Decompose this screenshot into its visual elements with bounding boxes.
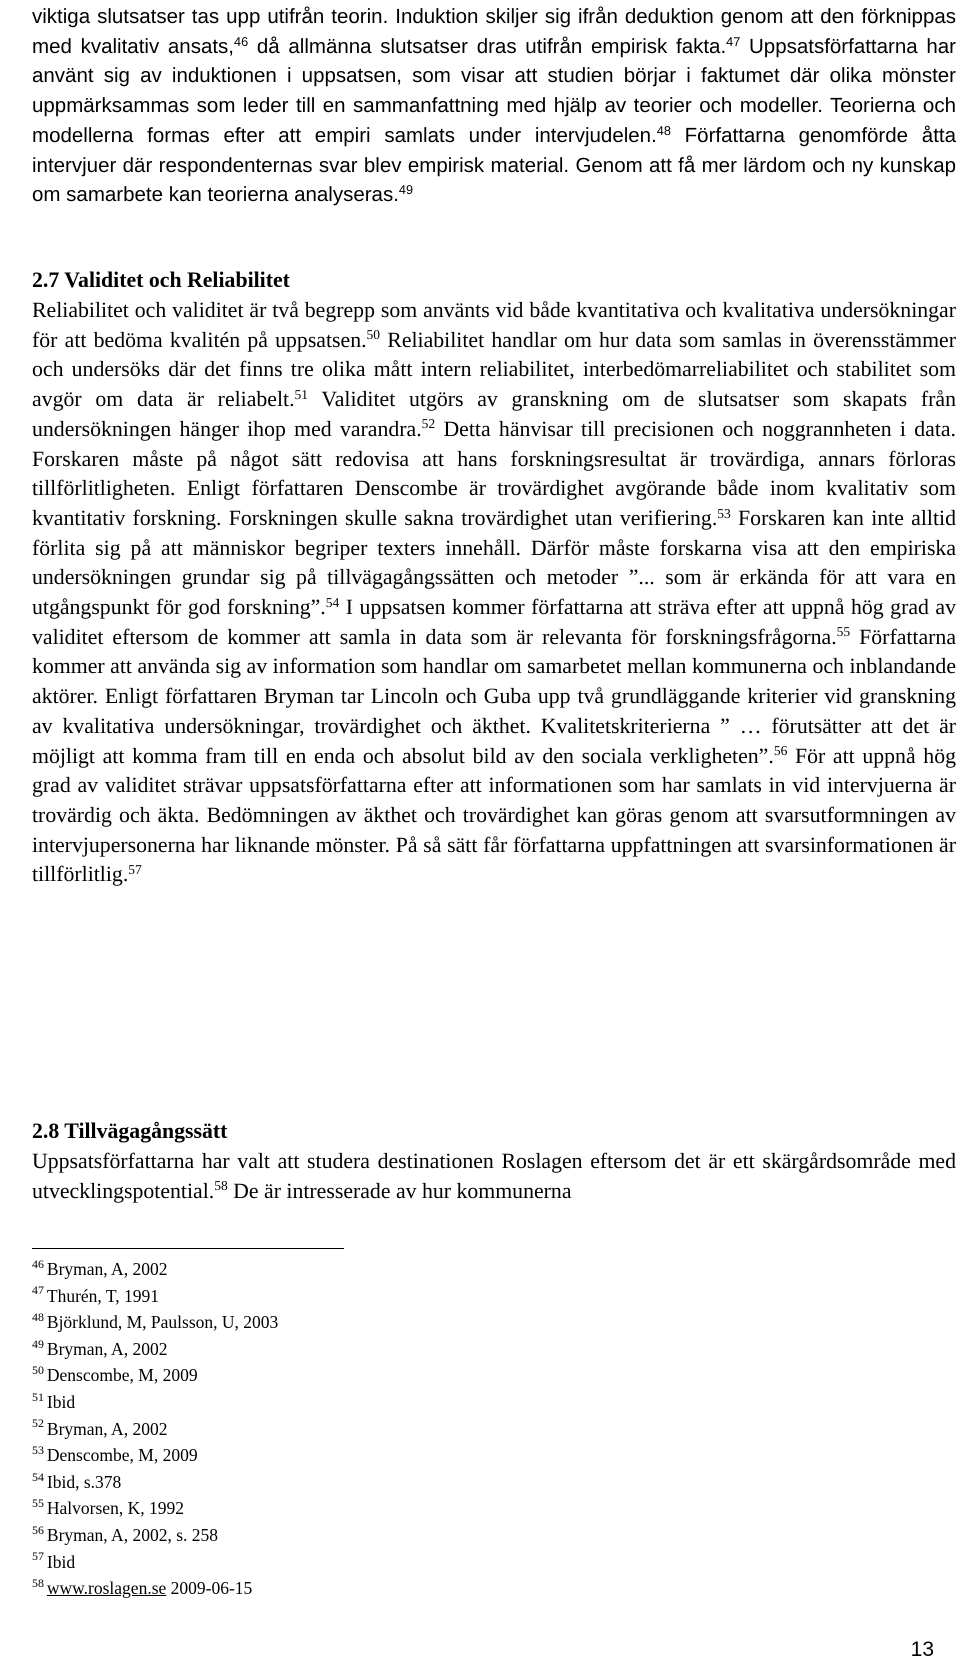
- footnote-item: $^{56}$ Bryman, A, 2002, s. 258: [32, 1522, 219, 1545]
- footnote-ref-47[interactable]: 47: [726, 33, 741, 49]
- footnote-item: $^{46}$ Bryman, A, 2002: [32, 1256, 168, 1279]
- section-heading-procedure: 2.8 Tillvägagångssätt: [32, 1119, 228, 1143]
- section-heading-validity-reliability: 2.7 Validitet och Reliabilitet: [32, 268, 290, 292]
- footnote-item: $^{54}$ Ibid, s.378: [32, 1469, 122, 1492]
- validity-reliability-paragraph: Reliabilitet och validitet är två begrepp som använts vid både kvantitativa och kvalitativa undersökningar för att bedöma kvalitén på uppsatsen.$^{50}$ Reliabilitet handlar om hur data som samlas in överensstämmer och undersöks där det finns tre olika mått intern reliabilitet, interbedömarreliabilitet och stabilitet som avgör om data är reliabelt.$^{51}$ Validitet utgörs av granskning om de slutsatser som skapats från undersökningen hänger ihop med varandra.$^{52}$ Detta hänvisar till precisionen och noggrannheten i data. Forskaren måste på något sätt redovisa att hans forskningsresultat är trovärdiga, annars förloras tillförlitligheten. Enligt författaren Denscombe är trovärdighet avgörande både inom kvalitativ som kvantitativ forskning. Forskningen skulle sakna trovärdighet utan verifiering.$^{53}$ Forskaren kan inte alltid förlita sig på att människor begriper texters innehåll. Därför måste forskarna visa att den empiriska undersökningen grundar sig på tillvägagångssätten och metoder ”... som är erkända för att vara en utgångspunkt för god forskning”.$^{54}$ I uppsatsen kommer författarna att sträva efter att uppnå hög grad av validitet eftersom de kommer att samla in data som är relevanta för forskningsfrågorna.$^{55}$ Författarna kommer att använda sig av information som handlar om samarbetet mellan kommunerna och inblandande aktörer. Enligt författaren Bryman tar Lincoln och Guba upp två grundläggande kriterier vid granskning av kvalitativa undersökningar, trovärdighet och äkthet. Kvalitetskriterierna ” … förutsätter att det är möjligt att komma fram till en enda och absolut bild av den sociala verkligheten”.$^{56}$ För att uppnå hög grad av validitet strävar uppsatsförfattarna efter att informationen som har samlats in vid intervjuerna är trovärdig och äkta. Bedömningen av äkthet och trovärdighet kan göras genom att svarsutformningen av intervjupersonerna har liknande mönster. På så sätt får författarna uppfattningen att svarsinformationen är tillförlitlig.$^{57}$: [32, 298, 957, 887]
- footnote-ref-51[interactable]: 51: [294, 386, 309, 402]
- footnote-ref-46[interactable]: 46: [234, 33, 249, 49]
- footnote-ref-54[interactable]: 54: [325, 594, 340, 610]
- footnote-item: $^{51}$ Ibid: [32, 1389, 76, 1412]
- footnote-item: $^{53}$ Denscombe, M, 2009: [32, 1443, 198, 1466]
- footnote-ref-57[interactable]: 57: [128, 861, 142, 877]
- footnote-list: [32, 1256, 278, 1602]
- footnote-item: $^{48}$ Björklund, M, Paulsson, U, 2003: [32, 1310, 279, 1333]
- procedure-paragraph: Uppsatsförfattarna har valt att studera destinationen Roslagen eftersom det är ett skärgårdsområde med utvecklingspotential.$^{58}$ De är intresserade av hur kommunerna: [32, 1149, 956, 1203]
- footnote-item: $^{47}$ Thurén, T, 1991: [32, 1283, 159, 1306]
- footnote-separator: [32, 1248, 344, 1249]
- intro-paragraph: viktiga slutsatser tas upp utifrån teorin. Induktion skiljer sig ifrån deduktion genom att den förknippas med kvalitativ ansats,$^{46}$ då allmänna slutsatser dras utifrån empirisk fakta.$^{47}$ Uppsatsförfattarna har använt sig av induktionen i uppsatsen, som visar att studien börjar i faktumet där olika mönster uppmärksammas som leder till en sammanfattning med hjälp av teorier och modeller. Teorierna och modellerna formas efter att empiri samlats under intervjudelen.$^{48}$ Författarna genomförde åtta intervjuer där respondenternas svar blev empirisk material. Genom att få mer lärdom och ny kunskap om samarbete kan teorierna analyseras.$^{49}$: [32, 5, 956, 207]
- roslagen-link[interactable]: www.roslagen.se: [46, 1578, 167, 1599]
- footnote-item: $^{57}$ Ibid: [32, 1549, 76, 1572]
- footnote-ref-58[interactable]: 58: [214, 1178, 228, 1194]
- footnote-item: $^{50}$ Denscombe, M, 2009: [32, 1363, 198, 1386]
- footnote-item: $^{55}$ Halvorsen, K, 1992: [32, 1496, 184, 1519]
- footnote-item: $^{52}$ Bryman, A, 2002: [32, 1416, 168, 1439]
- footnote-ref-48[interactable]: 48: [656, 122, 671, 138]
- footnote-item: $^{58}$ www.roslagen.se 2009-06-15: [32, 1576, 253, 1599]
- footnote-ref-49[interactable]: 49: [398, 182, 414, 198]
- footnote-ref-52[interactable]: 52: [421, 416, 436, 432]
- footnote-ref-55[interactable]: 55: [836, 624, 851, 640]
- footnote-item: $^{49}$ Bryman, A, 2002: [32, 1336, 168, 1359]
- footnote-ref-50[interactable]: 50: [366, 327, 381, 343]
- page-number: 13: [910, 1638, 934, 1661]
- footnote-ref-56[interactable]: 56: [773, 743, 788, 759]
- footnote-ref-53[interactable]: 53: [717, 505, 731, 521]
